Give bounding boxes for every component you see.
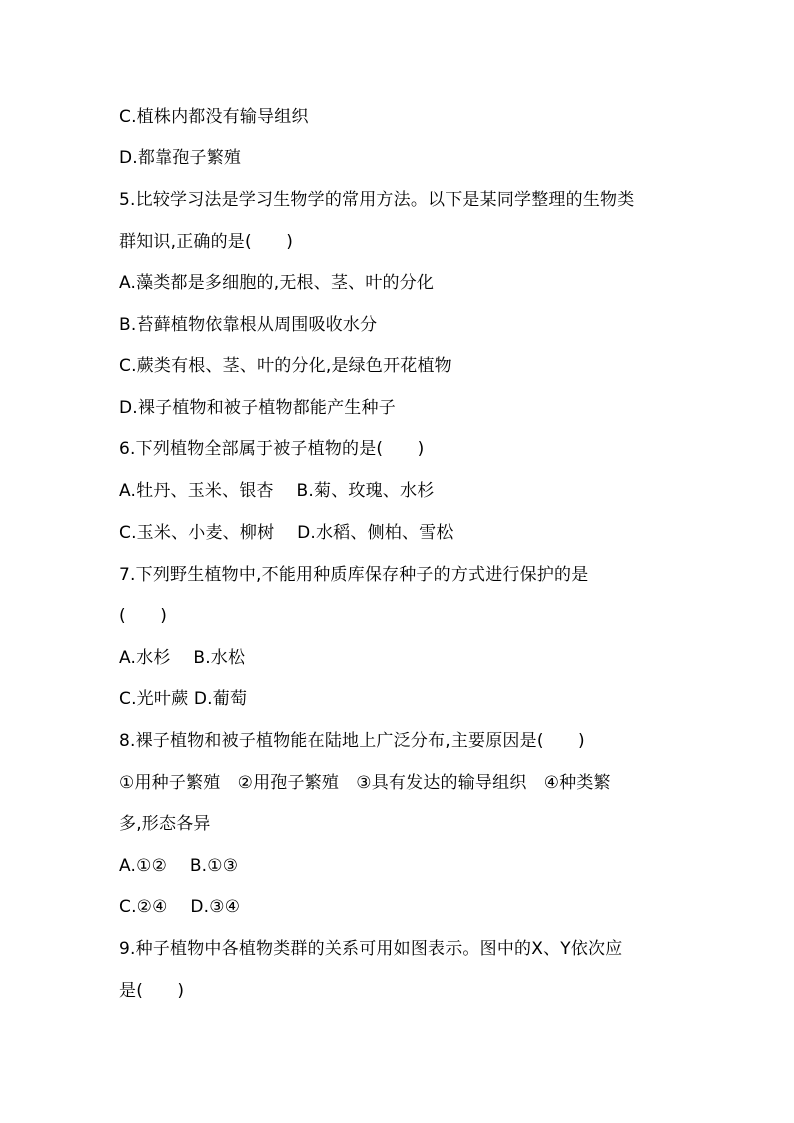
options-cd-q7: C.光叶蕨 D.葡萄 bbox=[119, 689, 248, 709]
option-c-q4: C.植株内都没有输导组织 bbox=[119, 107, 309, 127]
option-b-q5: B.苔藓植物依靠根从周围吸收水分 bbox=[119, 315, 378, 335]
question-8-statements-line-2: 多,形态各异 bbox=[119, 814, 211, 834]
question-9-line-2: 是( ) bbox=[119, 981, 185, 1001]
options-cd-q8: C.②④ D.③④ bbox=[119, 897, 241, 917]
options-ab-q6: A.牡丹、玉米、银杏 B.菊、玫瑰、水杉 bbox=[119, 481, 435, 501]
question-7-line-2: ( ) bbox=[119, 606, 168, 626]
question-9-line-1: 9.种子植物中各植物类群的关系可用如图表示。图中的X、Y依次应 bbox=[119, 939, 623, 959]
option-c-q5: C.蕨类有根、茎、叶的分化,是绿色开花植物 bbox=[119, 356, 452, 376]
options-ab-q7: A.水杉 B.水松 bbox=[119, 648, 246, 668]
question-5-line-1: 5.比较学习法是学习生物学的常用方法。以下是某同学整理的生物类 bbox=[119, 190, 635, 210]
question-6: 6.下列植物全部属于被子植物的是( ) bbox=[119, 439, 425, 459]
options-ab-q8: A.①② B.①③ bbox=[119, 856, 239, 876]
option-a-q5: A.藻类都是多细胞的,无根、茎、叶的分化 bbox=[119, 273, 435, 293]
option-d-q4: D.都靠孢子繁殖 bbox=[119, 148, 242, 168]
options-cd-q6: C.玉米、小麦、柳树 D.水稻、侧柏、雪松 bbox=[119, 523, 454, 543]
question-8-statements-line-1: ①用种子繁殖 ②用孢子繁殖 ③具有发达的输导组织 ④种类繁 bbox=[119, 773, 611, 793]
option-d-q5: D.裸子植物和被子植物都能产生种子 bbox=[119, 398, 396, 418]
question-8: 8.裸子植物和被子植物能在陆地上广泛分布,主要原因是( ) bbox=[119, 731, 585, 751]
question-5-line-2: 群知识,正确的是( ) bbox=[119, 232, 294, 252]
question-7-line-1: 7.下列野生植物中,不能用种质库保存种子的方式进行保护的是 bbox=[119, 565, 589, 585]
